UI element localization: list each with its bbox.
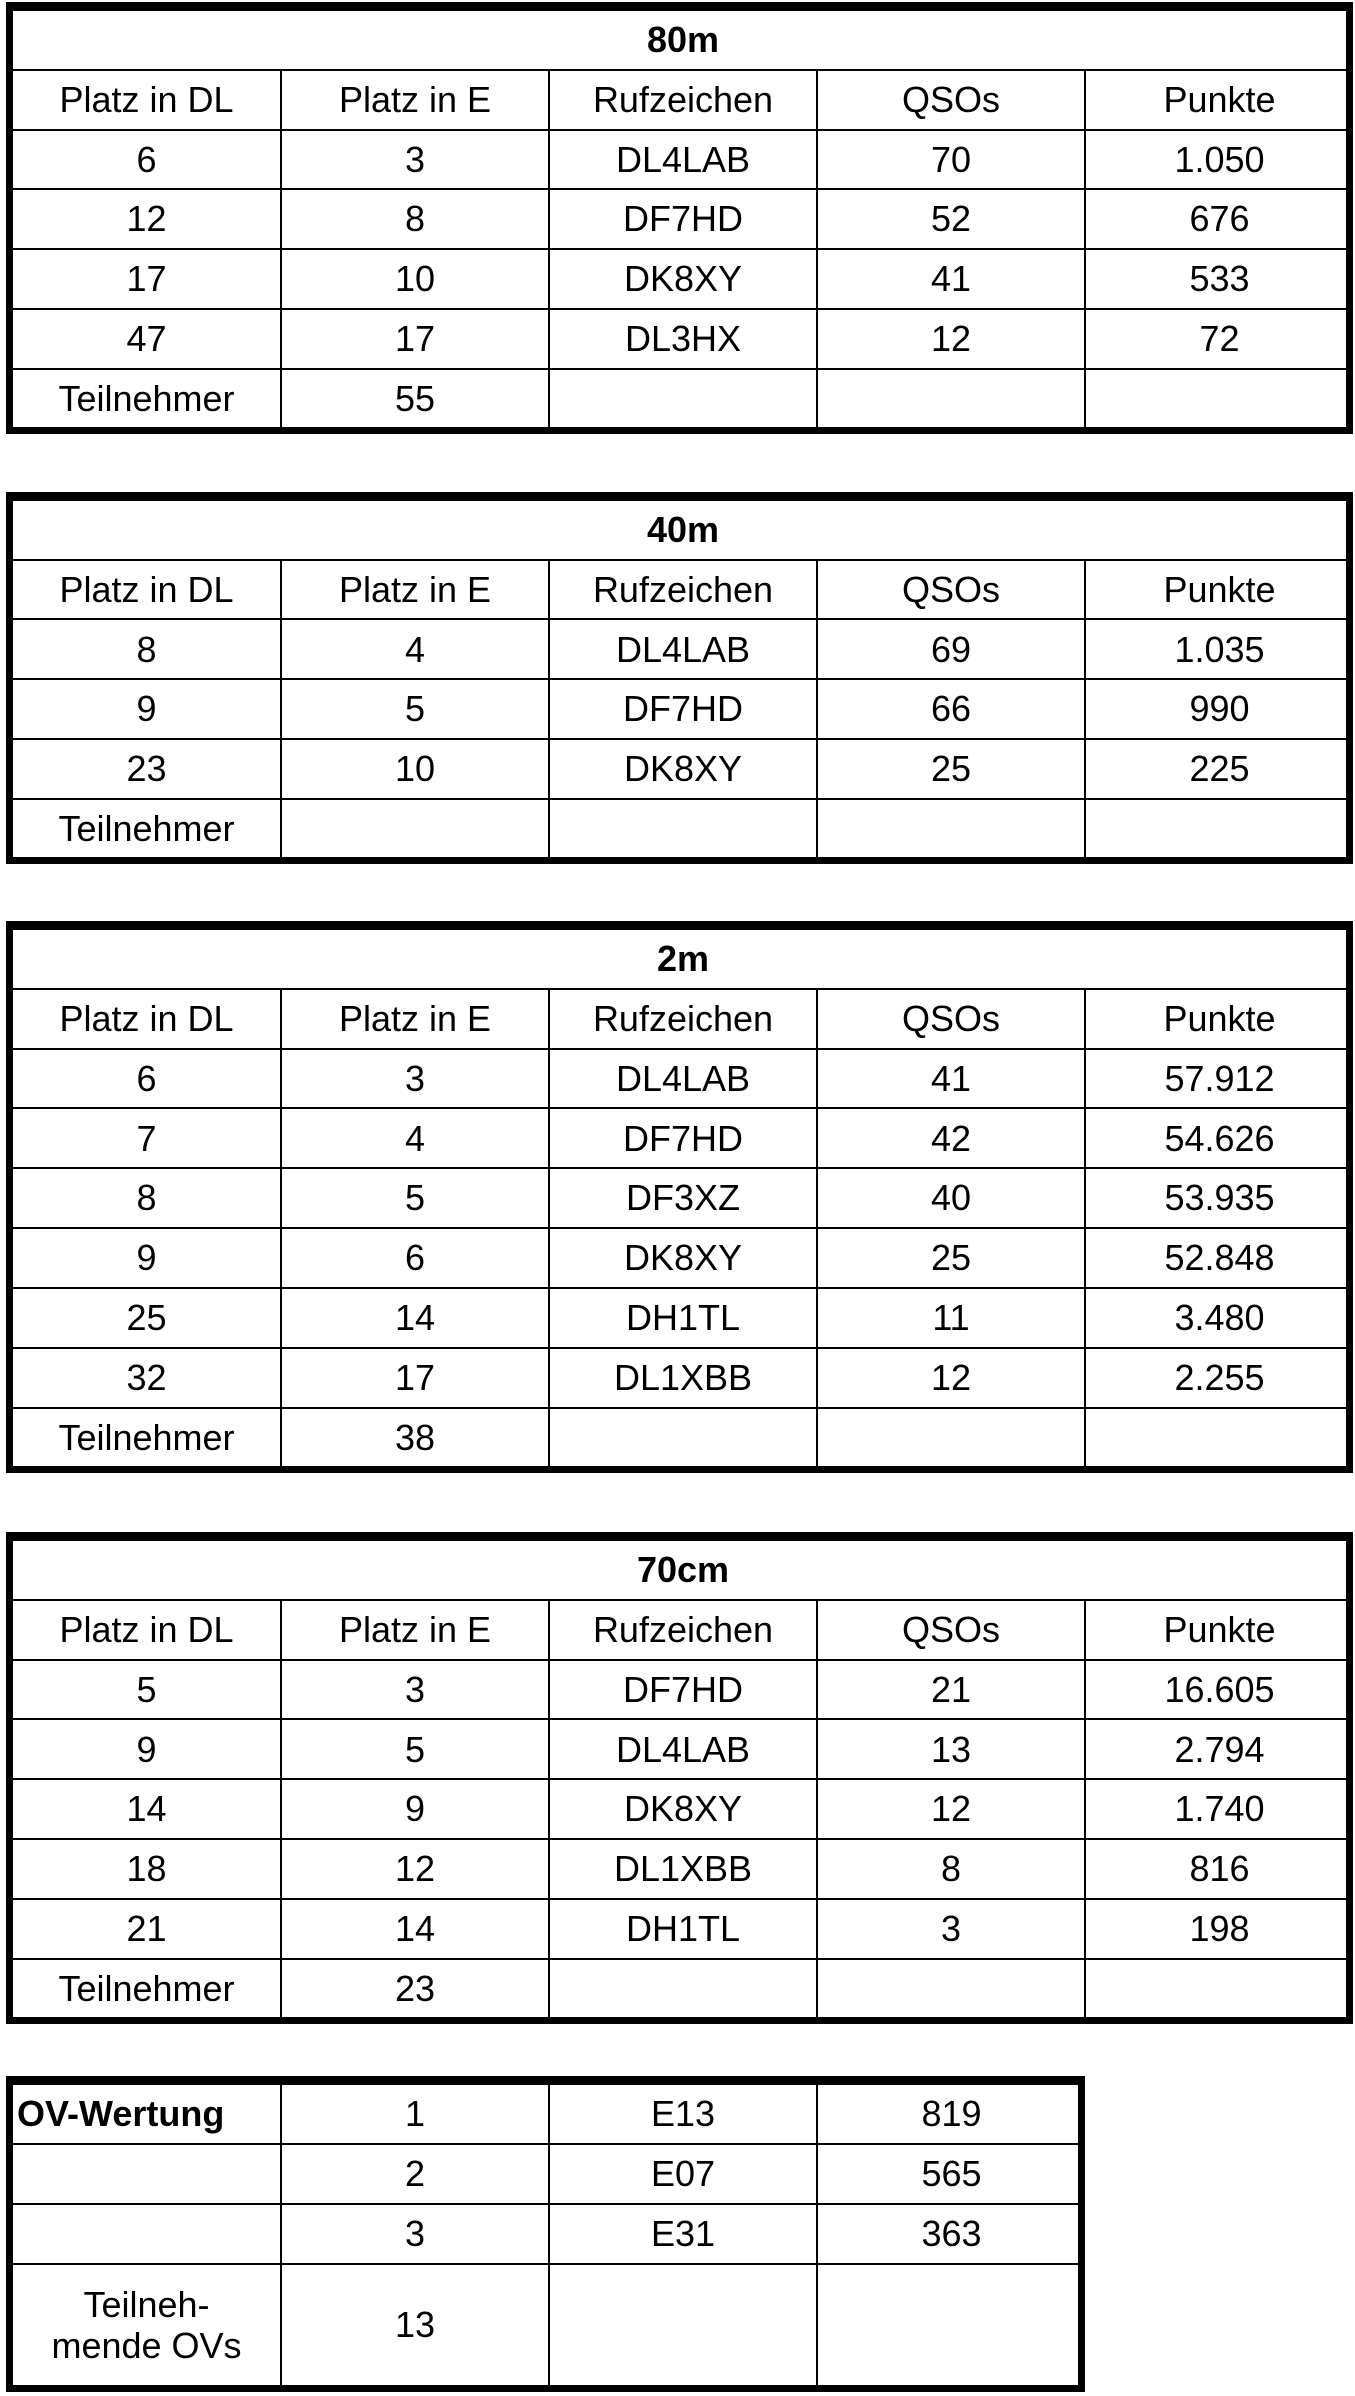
ov-participants-value: 13 [281,2264,549,2385]
participants-row [13,1959,1353,2017]
empty-cell [13,2204,281,2264]
table-row [13,1168,1353,1228]
ov-row [13,2084,1085,2144]
table-row [13,130,1353,190]
column-header: Punkte [1085,560,1353,620]
band-title: 40m [13,500,1353,560]
column-header: QSOs [817,1600,1085,1660]
ov-participants-label: Teilneh- mende OVs [13,2264,281,2385]
table-row [13,679,1353,739]
table-row [13,619,1353,679]
ov-row [13,2204,1085,2264]
empty-cell [817,799,1085,857]
table-cell: 3 [281,1049,549,1109]
table-cell: 40 [817,1168,1085,1228]
column-header: Rufzeichen [549,560,817,620]
table-cell: 23 [13,739,281,799]
column-header: Platz in E [281,1600,549,1660]
column-header: Punkte [1085,1600,1353,1660]
table-cell: 3.480 [1085,1288,1353,1348]
table-cell: DK8XY [549,739,817,799]
table-cell: DF7HD [549,1660,817,1720]
table-cell: E07 [549,2144,817,2204]
table-cell: 533 [1085,249,1353,309]
table-cell: 6 [13,130,281,190]
table-cell: 565 [817,2144,1085,2204]
band-title: 2m [13,929,1353,989]
table-cell: 16.605 [1085,1660,1353,1720]
table-cell: 25 [817,739,1085,799]
table-cell: 6 [13,1049,281,1109]
table-cell: 12 [817,1779,1085,1839]
empty-cell [549,799,817,857]
table-cell: 72 [1085,309,1353,369]
band-table-70cm [6,1532,1353,2024]
table-cell: 52 [817,189,1085,249]
table-cell: 363 [817,2204,1085,2264]
column-header: Platz in DL [13,70,281,130]
table-cell: 9 [281,1779,549,1839]
ov-participants-row [13,2264,1085,2385]
column-header: QSOs [817,560,1085,620]
column-header: Punkte [1085,70,1353,130]
empty-cell [1085,1959,1353,2017]
band-table-2m [6,921,1353,1473]
table-cell: DL4LAB [549,130,817,190]
empty-cell [549,1408,817,1467]
table-cell: DL4LAB [549,1049,817,1109]
table-cell: 8 [817,1839,1085,1899]
table-cell: 5 [281,679,549,739]
table-row [13,249,1353,309]
column-header: Platz in DL [13,989,281,1049]
column-header: Platz in E [281,560,549,620]
empty-cell [817,2264,1085,2385]
empty-cell [1085,799,1353,857]
column-header: Platz in E [281,989,549,1049]
column-header: Platz in DL [13,1600,281,1660]
table-cell: 990 [1085,679,1353,739]
table-cell: 225 [1085,739,1353,799]
participants-label: Teilnehmer [13,1959,281,2017]
table-cell: 3 [281,130,549,190]
table-cell: 57.912 [1085,1049,1353,1109]
table-cell: 198 [1085,1899,1353,1959]
table-cell: 41 [817,1049,1085,1109]
participants-value: 38 [281,1408,549,1467]
table-cell: DL4LAB [549,1719,817,1779]
table-row [13,1108,1353,1168]
table-row [13,1779,1353,1839]
table-cell: 5 [13,1660,281,1720]
table-cell: 41 [817,249,1085,309]
table-cell: 1.050 [1085,130,1353,190]
ov-row [13,2144,1085,2204]
table-row [13,739,1353,799]
table-cell: 10 [281,739,549,799]
table-row [13,1288,1353,1348]
table-row [13,1839,1353,1899]
table-row [13,1049,1353,1109]
band-table-80m [6,2,1353,434]
participants-row [13,369,1353,427]
table-cell: 14 [13,1779,281,1839]
table-cell: 1.035 [1085,619,1353,679]
table-cell: DF7HD [549,679,817,739]
column-header: QSOs [817,70,1085,130]
table-cell: 9 [13,1719,281,1779]
table-cell: 12 [281,1839,549,1899]
table-cell: DF3XZ [549,1168,817,1228]
participants-row [13,799,1353,857]
table-cell: 18 [13,1839,281,1899]
table-cell: E31 [549,2204,817,2264]
participants-value [281,799,549,857]
column-header: Rufzeichen [549,989,817,1049]
table-cell: 32 [13,1348,281,1408]
table-cell: DL1XBB [549,1348,817,1408]
table-cell: 6 [281,1228,549,1288]
table-cell: 5 [281,1168,549,1228]
empty-cell [1085,369,1353,427]
empty-cell [817,1959,1085,2017]
table-cell: 4 [281,619,549,679]
table-cell: 12 [13,189,281,249]
table-cell: DH1TL [549,1899,817,1959]
table-cell: 25 [817,1228,1085,1288]
table-cell: 3 [817,1899,1085,1959]
table-cell: DK8XY [549,1228,817,1288]
column-header: Platz in E [281,70,549,130]
participants-row [13,1408,1353,1467]
table-row [13,189,1353,249]
table-cell: 9 [13,679,281,739]
table-cell: 10 [281,249,549,309]
empty-cell [1085,1408,1353,1467]
table-cell: 2.794 [1085,1719,1353,1779]
table-row [13,1660,1353,1720]
table-cell: 816 [1085,1839,1353,1899]
ov-ranking-table [6,2076,1085,2392]
table-row [13,1899,1353,1959]
table-cell: 819 [817,2084,1085,2144]
participants-label: Teilnehmer [13,369,281,427]
table-cell: 7 [13,1108,281,1168]
participants-label: Teilnehmer [13,1408,281,1467]
table-cell: E13 [549,2084,817,2144]
empty-cell [817,1408,1085,1467]
ov-label: OV-Wertung [13,2084,281,2144]
table-cell: 17 [13,249,281,309]
column-header: Punkte [1085,989,1353,1049]
participants-label: Teilnehmer [13,799,281,857]
table-cell: 676 [1085,189,1353,249]
table-cell: DL3HX [549,309,817,369]
table-cell: 21 [817,1660,1085,1720]
table-cell: 8 [13,619,281,679]
table-cell: 14 [281,1288,549,1348]
table-cell: DH1TL [549,1288,817,1348]
table-cell: DF7HD [549,189,817,249]
table-cell: 17 [281,1348,549,1408]
band-table-40m [6,492,1353,864]
table-cell: 47 [13,309,281,369]
table-cell: 66 [817,679,1085,739]
table-cell: 21 [13,1899,281,1959]
empty-cell [817,369,1085,427]
table-cell: DL4LAB [549,619,817,679]
table-cell: 12 [817,1348,1085,1408]
empty-cell [549,1959,817,2017]
band-title: 80m [13,10,1353,70]
column-header: Rufzeichen [549,1600,817,1660]
table-cell: 70 [817,130,1085,190]
empty-cell [549,2264,817,2385]
table-cell: 1 [281,2084,549,2144]
table-cell: 14 [281,1899,549,1959]
table-cell: 8 [281,189,549,249]
table-cell: 17 [281,309,549,369]
table-cell: 8 [13,1168,281,1228]
table-cell: 3 [281,1660,549,1720]
table-cell: 54.626 [1085,1108,1353,1168]
table-row [13,1719,1353,1779]
column-header: Platz in DL [13,560,281,620]
table-cell: 4 [281,1108,549,1168]
table-cell: 25 [13,1288,281,1348]
table-cell: 2 [281,2144,549,2204]
table-cell: 9 [13,1228,281,1288]
participants-value: 23 [281,1959,549,2017]
column-header: QSOs [817,989,1085,1049]
table-row [13,1348,1353,1408]
table-cell: 52.848 [1085,1228,1353,1288]
column-header: Rufzeichen [549,70,817,130]
participants-value: 55 [281,369,549,427]
table-cell: DF7HD [549,1108,817,1168]
table-row [13,309,1353,369]
table-cell: 3 [281,2204,549,2264]
table-cell: 42 [817,1108,1085,1168]
band-title: 70cm [13,1540,1353,1600]
table-cell: DL1XBB [549,1839,817,1899]
table-cell: DK8XY [549,249,817,309]
table-cell: 53.935 [1085,1168,1353,1228]
empty-cell [549,369,817,427]
table-row [13,1228,1353,1288]
table-cell: 2.255 [1085,1348,1353,1408]
table-cell: 69 [817,619,1085,679]
table-cell: 1.740 [1085,1779,1353,1839]
table-cell: DK8XY [549,1779,817,1839]
empty-cell [13,2144,281,2204]
table-cell: 11 [817,1288,1085,1348]
table-cell: 5 [281,1719,549,1779]
table-cell: 13 [817,1719,1085,1779]
table-cell: 12 [817,309,1085,369]
